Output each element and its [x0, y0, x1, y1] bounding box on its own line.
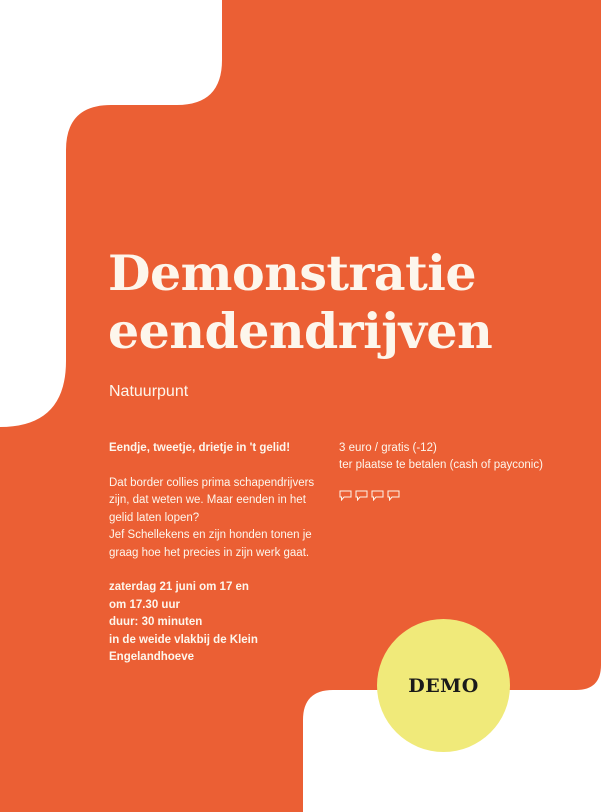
demo-badge	[377, 619, 510, 752]
title-line-1: Demonstratie	[108, 244, 477, 302]
intro-paragraph-2: Jef Schellekens en zijn honden tonen je graag hoe het precies in zijn werk gaat.	[109, 529, 312, 559]
demo-badge-label: DEMO	[408, 674, 479, 697]
event-date: zaterdag 21 juni om 17 en om 17.30 uur	[109, 581, 249, 611]
intro-paragraph-1: Dat border collies prima schapendrijvers zijn, dat weten we. Maar eenden in het gelid laten lopen?	[109, 476, 315, 524]
title-line-2: eendendrijven	[108, 302, 493, 360]
speech-bubble-icon	[387, 488, 400, 499]
payment-info: ter plaatse te betalen (cash of payconic)	[339, 459, 543, 471]
organizer: Natuurpunt	[109, 383, 189, 400]
event-description	[109, 440, 329, 667]
speech-bubble-icon	[371, 488, 384, 499]
event-duration: duur: 30 minuten	[109, 616, 203, 628]
event-title	[108, 244, 492, 360]
price: 3 euro / gratis (-12)	[339, 442, 437, 454]
icon-row	[339, 488, 400, 499]
intro-headline: Eendje, tweetje, drietje in 't gelid!	[109, 442, 291, 454]
speech-bubble-icon	[355, 488, 368, 499]
event-location: in de weide vlakbij de Klein Engelandhoeve	[109, 633, 258, 663]
speech-bubble-icon	[339, 488, 352, 499]
pricing-info	[339, 440, 579, 474]
